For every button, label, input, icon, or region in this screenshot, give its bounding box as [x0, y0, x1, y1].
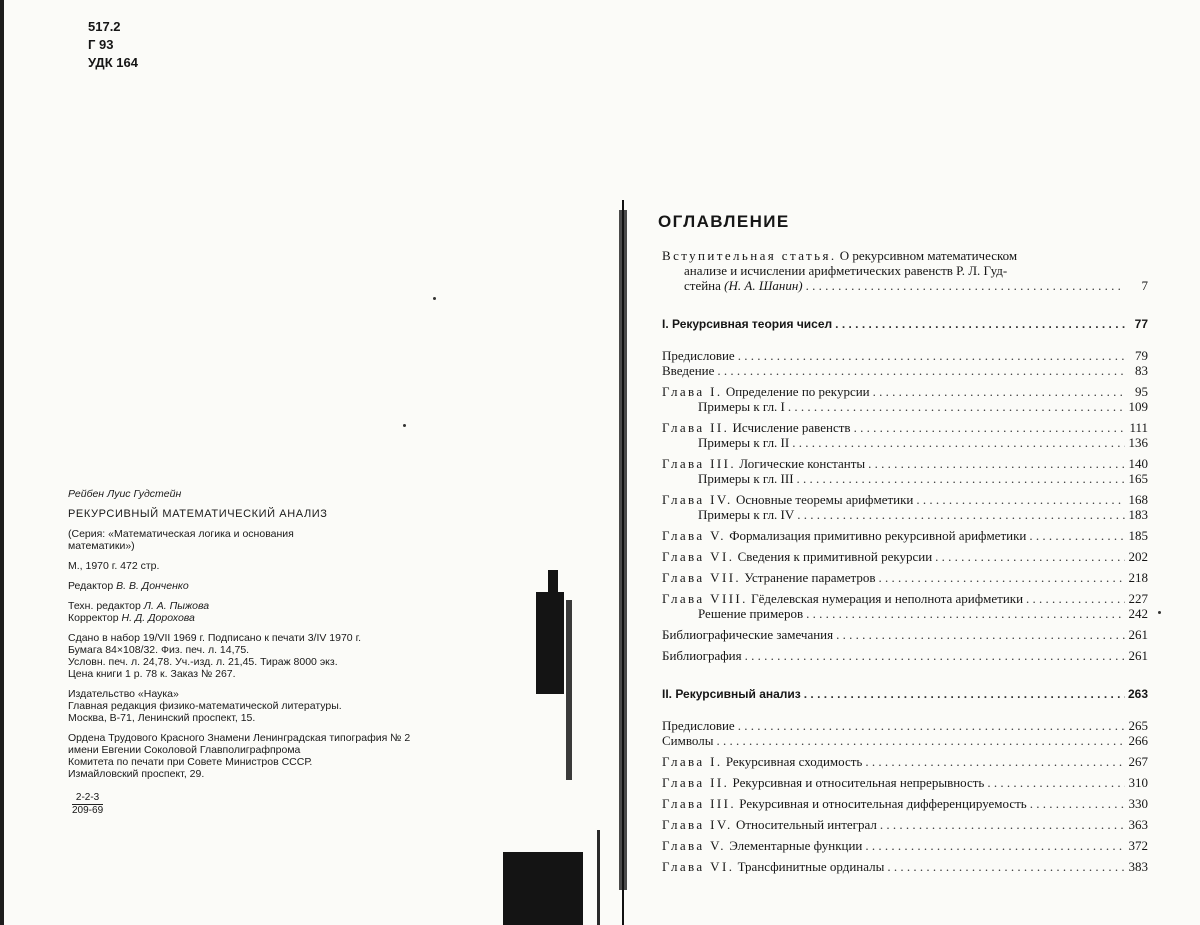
- author-mark: Г 93: [88, 37, 114, 52]
- entry-title: Трансфинитные ординалы: [737, 859, 885, 874]
- chapter-number: Глава VII.: [662, 570, 742, 585]
- edition-line: М., 1970 г. 472 стр.: [68, 560, 160, 572]
- leader-dots: [836, 627, 1125, 642]
- speck: [433, 297, 436, 300]
- leader-dots: [804, 687, 1125, 702]
- toc-page-number: 140: [1128, 456, 1148, 471]
- entry-title: Введение: [662, 363, 715, 378]
- intro-title-line1: О рекурсивном математическом: [839, 248, 1018, 263]
- imprint-block: [68, 488, 538, 780]
- toc-entry[interactable]: [662, 733, 1148, 748]
- entry-title: Основные теоремы арифметики: [735, 492, 914, 507]
- entry-title: Определение по рекурсии: [725, 384, 870, 399]
- toc-page-number: 111: [1129, 420, 1148, 435]
- toc-entry[interactable]: [662, 492, 1148, 507]
- publication-code: [72, 792, 103, 817]
- entry-title: Рекурсивная и относительная непрерывность: [732, 775, 985, 790]
- entry-title: Элементарные функции: [729, 838, 863, 853]
- chapter-number: Глава II.: [662, 775, 730, 790]
- toc-page-number: 310: [1128, 775, 1148, 790]
- entry-title: Относительный интеграл: [735, 817, 877, 832]
- leader-dots: [916, 492, 1125, 507]
- leader-dots: [879, 570, 1126, 585]
- toc-entry[interactable]: [662, 435, 1148, 450]
- print-line: Цена книги 1 р. 78 к. Заказ № 267.: [68, 668, 236, 680]
- toc-entry[interactable]: [662, 528, 1148, 543]
- leader-dots: [835, 317, 1125, 332]
- leader-dots: [797, 507, 1125, 522]
- toc-entry[interactable]: [662, 859, 1148, 874]
- entry-title: Логические константы: [739, 456, 866, 471]
- entry-title: Примеры к гл. III: [698, 471, 794, 486]
- print-line: Сдано в набор 19/VII 1969 г. Подписано к печати 3/IV 1970 г.: [68, 632, 362, 644]
- chapter-number: Глава V.: [662, 528, 726, 543]
- series-line: математики»): [68, 540, 135, 552]
- leader-dots: [1029, 528, 1125, 543]
- toc-entry[interactable]: [662, 648, 1148, 663]
- gutter-shadow: [503, 852, 583, 925]
- toc-entry[interactable]: [662, 754, 1148, 769]
- gutter-fold: [597, 830, 600, 925]
- gutter-fold: [622, 200, 624, 925]
- toc-entry[interactable]: [662, 606, 1148, 621]
- entry-title: Рекурсивная сходимость: [725, 754, 863, 769]
- leader-dots: [738, 718, 1125, 733]
- toc-entry[interactable]: [662, 549, 1148, 564]
- table-of-contents: [662, 248, 1148, 874]
- print-line: Бумага 84×108/32. Физ. печ. л. 14,75.: [68, 644, 250, 656]
- toc-entry[interactable]: [662, 363, 1148, 378]
- part-label: II. Рекурсивный анализ: [662, 687, 801, 701]
- toc-page-number: 330: [1128, 796, 1148, 811]
- leader-dots: [865, 754, 1125, 769]
- part-1-entries: [662, 348, 1148, 663]
- book-title: РЕКУРСИВНЫЙ МАТЕМАТИЧЕСКИЙ АНАЛИЗ: [68, 508, 328, 520]
- pub-code-bottom: 209-69: [72, 805, 104, 816]
- toc-page-number: 363: [1128, 817, 1148, 832]
- entry-title: Предисловие: [662, 718, 735, 733]
- toc-entry[interactable]: [662, 471, 1148, 486]
- toc-page-number: 265: [1128, 718, 1148, 733]
- corrector-line: Корректор Н. Д. Дорохова: [68, 612, 195, 624]
- toc-page-number: 218: [1128, 570, 1148, 585]
- intro-title-line2: анализе и исчислении арифметических равенств Р. Л. Гуд-: [684, 263, 1008, 278]
- intro-spaced-label: Вступительная статья.: [662, 248, 837, 263]
- corrector-name: Н. Д. Дорохова: [121, 612, 195, 624]
- toc-entry[interactable]: [662, 627, 1148, 642]
- leader-dots: [1030, 796, 1125, 811]
- entry-title: Примеры к гл. II: [698, 435, 790, 450]
- leader-dots: [792, 435, 1125, 450]
- book-author: Рейбен Луис Гудстейн: [68, 488, 182, 500]
- chapter-number: Глава III.: [662, 796, 737, 811]
- leader-dots: [806, 606, 1125, 621]
- speck: [403, 424, 406, 427]
- entry-title: Библиография: [662, 648, 742, 663]
- entry-title: Решение примеров: [698, 606, 804, 621]
- toc-entry[interactable]: [662, 348, 1148, 363]
- toc-entry[interactable]: [662, 838, 1148, 853]
- publisher-line: Главная редакция физико-математической литературы.: [68, 700, 342, 712]
- toc-page-number: 185: [1128, 528, 1148, 543]
- chapter-number: Глава IV.: [662, 817, 733, 832]
- leader-dots: [865, 838, 1125, 853]
- toc-page-number: 7: [1141, 278, 1148, 293]
- leader-dots: [987, 775, 1125, 790]
- printer-line: Измайловский проспект, 29.: [68, 768, 205, 780]
- pub-code-top: 2-2-3: [72, 792, 103, 805]
- printer-line: Ордена Трудового Красного Знамени Ленинградская типография № 2: [68, 732, 411, 744]
- print-line: Условн. печ. л. 24,78. Уч.-изд. л. 21,45. Тираж 8000 экз.: [68, 656, 338, 668]
- entry-title: Примеры к гл. IV: [698, 507, 795, 522]
- toc-entry[interactable]: [662, 570, 1148, 585]
- entry-title: Примеры к гл. I: [698, 399, 785, 414]
- intro-author: (Н. А. Шанин): [724, 278, 803, 293]
- entry-title: Символы: [662, 733, 714, 748]
- speck: [1158, 611, 1161, 614]
- leader-dots: [868, 456, 1125, 471]
- leader-dots: [880, 817, 1125, 832]
- entry-title: Библиографические замечания: [662, 627, 834, 642]
- toc-heading: ОГЛАВЛЕНИЕ: [658, 212, 790, 231]
- toc-page-number: 372: [1128, 838, 1148, 853]
- editor-name: В. В. Донченко: [116, 580, 189, 592]
- leader-dots: [935, 549, 1125, 564]
- toc-page-number: 168: [1128, 492, 1148, 507]
- tech-editor-line: Техн. редактор Л. А. Пыжова: [68, 600, 210, 612]
- entry-title: Предисловие: [662, 348, 735, 363]
- leader-dots: [797, 471, 1125, 486]
- toc-page-number: 202: [1128, 549, 1148, 564]
- chapter-number: Глава VIII.: [662, 591, 748, 606]
- chapter-number: Глава V.: [662, 838, 726, 853]
- chapter-number: Глава VI.: [662, 549, 735, 564]
- toc-entry[interactable]: [662, 775, 1148, 790]
- leader-dots: [887, 859, 1125, 874]
- toc-page-number: 79: [1135, 348, 1148, 363]
- entry-title: Сведения к примитивной рекурсии: [737, 549, 933, 564]
- toc-entry[interactable]: [662, 384, 1148, 399]
- entry-title: Исчисление равенств: [732, 420, 851, 435]
- chapter-number: Глава I.: [662, 384, 723, 399]
- toc-entry[interactable]: [662, 817, 1148, 832]
- leader-dots: [745, 648, 1125, 663]
- toc-entry[interactable]: [662, 796, 1148, 811]
- chapter-number: Глава VI.: [662, 859, 735, 874]
- toc-page-number: 261: [1128, 627, 1148, 642]
- leader-dots: [788, 399, 1125, 414]
- toc-page-number: 109: [1128, 399, 1148, 414]
- toc-page-number: 263: [1127, 687, 1148, 701]
- chapter-number: Глава III.: [662, 456, 737, 471]
- series-line: (Серия: «Математическая логика и основания: [68, 528, 294, 540]
- toc-entry[interactable]: [662, 718, 1148, 733]
- toc-page-number: 83: [1135, 363, 1148, 378]
- toc-part-1[interactable]: [662, 317, 1148, 332]
- toc-page-number: 261: [1128, 648, 1148, 663]
- toc-page-number: 77: [1134, 317, 1148, 331]
- part-label: I. Рекурсивная теория чисел: [662, 317, 833, 331]
- toc-entry[interactable]: [662, 420, 1148, 435]
- toc-page-number: 183: [1128, 507, 1148, 522]
- printer-line: Комитета по печати при Совете Министров СССР.: [68, 756, 313, 768]
- toc-part-2[interactable]: [662, 687, 1148, 702]
- toc-entry[interactable]: [662, 591, 1148, 606]
- entry-title: Формализация примитивно рекурсивной арифметики: [729, 528, 1027, 543]
- classification-codes: [88, 18, 138, 72]
- gutter-shadow: [536, 592, 564, 694]
- leader-dots: [716, 733, 1125, 748]
- gutter-shadow: [566, 600, 572, 780]
- toc-page-number: 95: [1135, 384, 1148, 399]
- leader-dots: [873, 384, 1125, 399]
- leader-dots: [738, 348, 1125, 363]
- tech-editor-name: Л. А. Пыжова: [143, 600, 210, 612]
- scan-edge: [0, 0, 4, 925]
- part-2-entries: [662, 718, 1148, 874]
- toc-page-number: 227: [1128, 591, 1148, 606]
- leader-dots: [806, 278, 1125, 293]
- leader-dots: [1026, 591, 1125, 606]
- toc-page-number: 165: [1128, 471, 1148, 486]
- entry-title: Рекурсивная и относительная дифференцируемость: [739, 796, 1027, 811]
- toc-entry[interactable]: [662, 399, 1148, 414]
- toc-intro-entry[interactable]: [662, 248, 1148, 293]
- gutter-shadow: [548, 570, 558, 594]
- entry-title: Устранение параметров: [744, 570, 876, 585]
- leader-dots: [854, 420, 1125, 435]
- toc-entry[interactable]: [662, 456, 1148, 471]
- toc-page-number: 383: [1128, 859, 1148, 874]
- printer-line: имени Евгении Соколовой Главполиграфпрома: [68, 744, 301, 756]
- chapter-number: Глава II.: [662, 420, 730, 435]
- publisher-line: Москва, В-71, Ленинский проспект, 15.: [68, 712, 256, 724]
- publisher-line: Издательство «Наука»: [68, 688, 179, 700]
- leader-dots: [717, 363, 1125, 378]
- toc-page-number: 242: [1128, 606, 1148, 621]
- chapter-number: Глава IV.: [662, 492, 733, 507]
- editor-line: Редактор В. В. Донченко: [68, 580, 189, 592]
- chapter-number: Глава I.: [662, 754, 723, 769]
- toc-entry[interactable]: [662, 507, 1148, 522]
- bbk-code: 517.2: [88, 19, 121, 34]
- toc-page-number: 267: [1128, 754, 1148, 769]
- udc-code: УДК 164: [88, 55, 138, 70]
- intro-title-line3: стейна: [684, 278, 721, 293]
- toc-page-number: 136: [1128, 435, 1148, 450]
- entry-title: Гёделевская нумерация и неполнота арифметики: [751, 591, 1024, 606]
- toc-page-number: 266: [1128, 733, 1148, 748]
